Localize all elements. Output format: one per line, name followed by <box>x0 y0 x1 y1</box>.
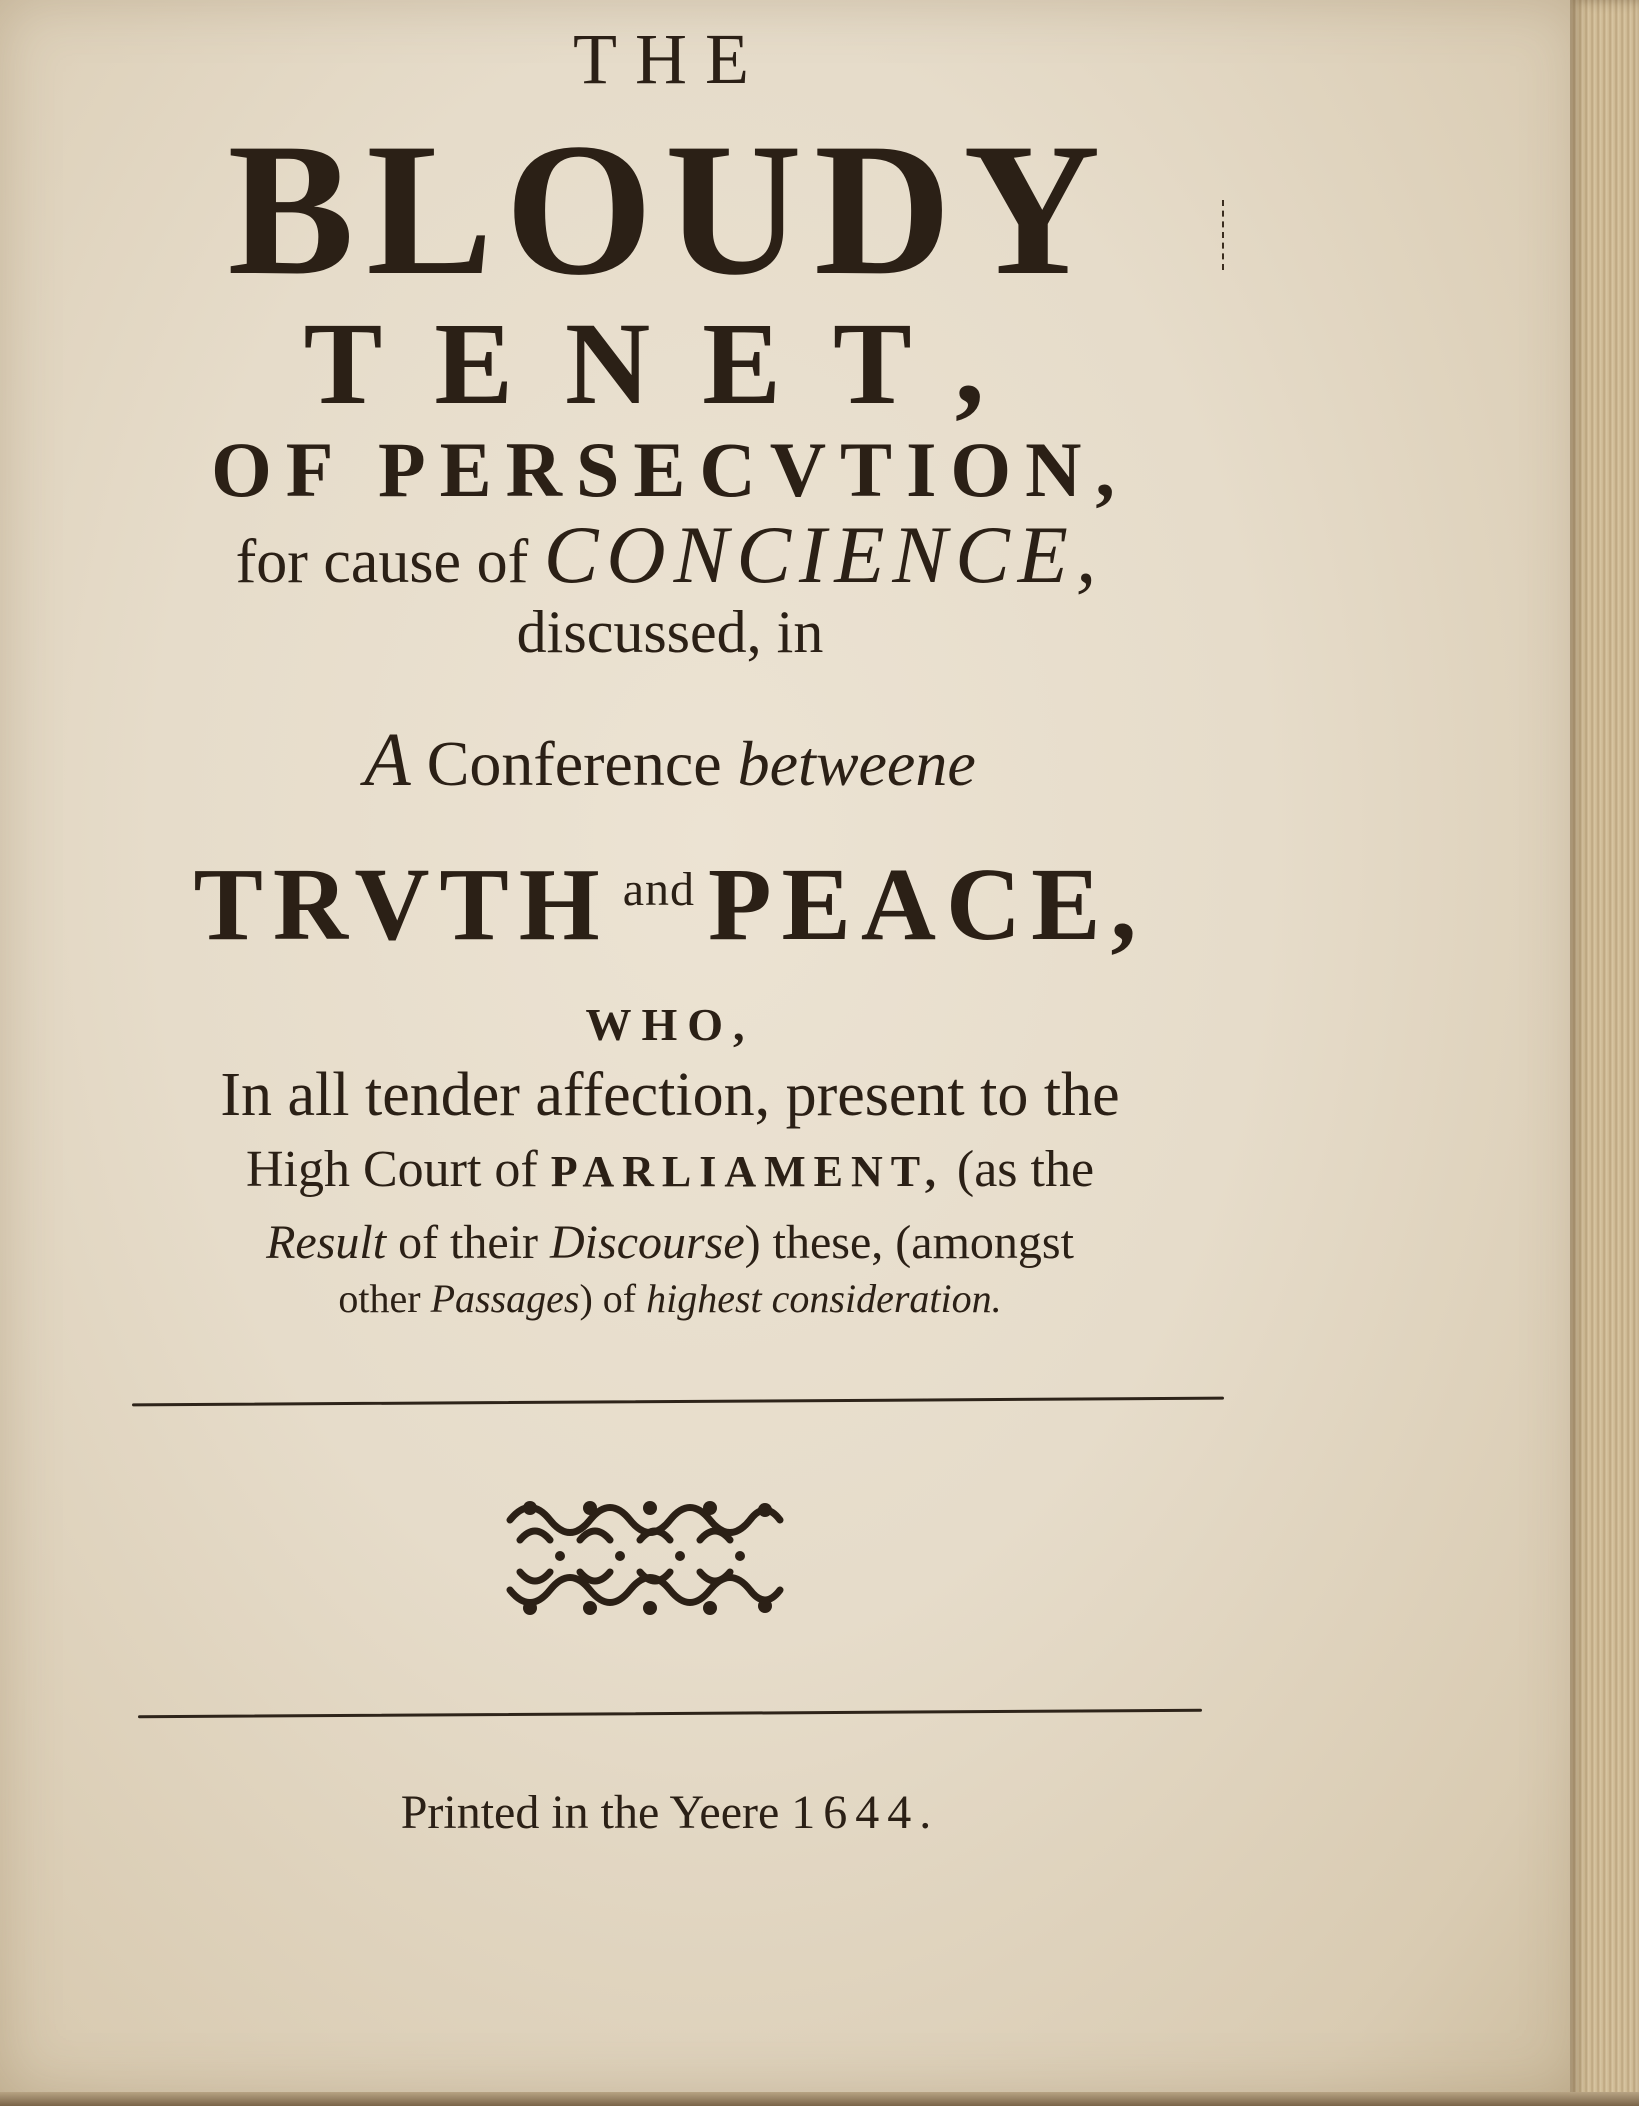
cause-concience: CONCIENCE, <box>543 509 1105 600</box>
truth-word: TRVTH <box>193 847 610 962</box>
imprint-year: 1644. <box>791 1786 940 1839</box>
conference-word: Conference <box>410 728 738 799</box>
title-the: THE <box>573 19 767 99</box>
other-highest: highest consideration. <box>646 1276 1002 1321</box>
result-mid: of their <box>386 1216 551 1269</box>
peace-word: PEACE, <box>708 847 1147 962</box>
court-parliament: PARLIAMENT, <box>550 1147 944 1196</box>
title-persecution: OF PERSECVTION, <box>211 426 1129 513</box>
cause-prefix: for cause of <box>235 528 544 596</box>
conference-betweene: betweene <box>737 728 976 799</box>
conference-line <box>0 718 1340 802</box>
imprint-prefix: Printed in the Yeere <box>400 1786 792 1839</box>
title-bloudy: BLOUDY <box>227 105 1113 315</box>
other-mid: ) of <box>579 1276 647 1321</box>
top-rule <box>132 1397 1224 1407</box>
truth-peace-line <box>0 835 1340 960</box>
and-word: and <box>609 863 708 916</box>
other-prefix: other <box>338 1276 431 1321</box>
result-discourse: Discourse <box>550 1216 745 1269</box>
subtitle-discussed: discussed, in <box>516 599 824 665</box>
printers-ornament-icon <box>500 1490 790 1630</box>
result-end: ) these, (amongst <box>744 1216 1074 1269</box>
conference-a: A <box>364 718 411 802</box>
subtitle-cause-line <box>0 509 1340 600</box>
court-line <box>0 1140 1340 1202</box>
margin-mark <box>1222 200 1230 270</box>
other-passages-line <box>0 1275 1340 1323</box>
other-passages: Passages <box>430 1276 580 1321</box>
imprint-line <box>0 1785 1340 1841</box>
result-line <box>0 1215 1340 1271</box>
who-line: WHO, <box>585 999 755 1050</box>
title-tenet: TENET, <box>303 298 1037 429</box>
court-prefix: High Court of <box>245 1141 551 1198</box>
bottom-rule <box>138 1709 1202 1718</box>
tender-affection-line: In all tender affection, present to the <box>220 1061 1120 1129</box>
result-word: Result <box>266 1216 387 1269</box>
court-suffix: (as the <box>943 1141 1095 1198</box>
